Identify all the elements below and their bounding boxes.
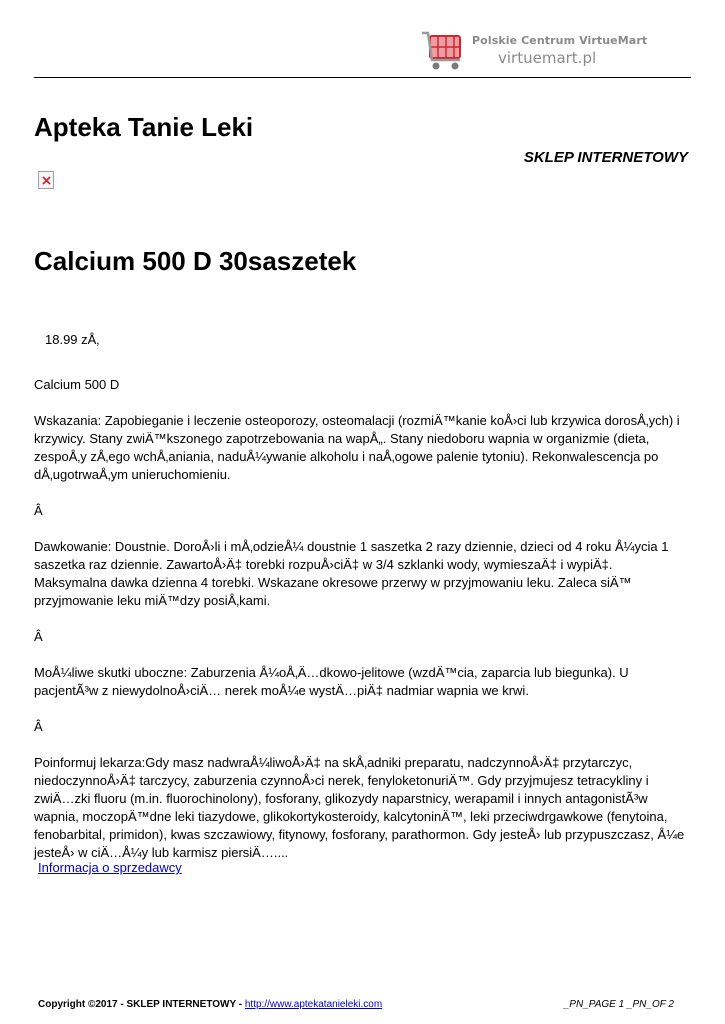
logo-domain: virtuemart.pl: [498, 49, 597, 67]
shopping-cart-icon: [420, 30, 466, 72]
site-title: Apteka Tanie Leki: [34, 112, 254, 142]
description-paragraph: Poinformuj lekarza:Gdy masz nadwraÅ¼liwoÅ›Ä‡ na skÅ‚adniki preparatu, nadczynnoÅ›Ä‡ przytarczyc, niedoczynnoÅ›Ä‡ tarczycy, zaburzenia czynnoÅ›ci nerek, fenyloketonuriÄ™. Gdy przyjmujesz tetracykliny i zwiÄ…zki fluoru (m.in. fluorochinolony), fosforany, glikozydy naparstnicy, werapamil i innych antagonistÃ³w wapnia, moczopÄ™dne leki tiazydowe, glikokortykosteroidy, kalcytoninÄ™, leki przeciwdrgawkowe (fenytoina, fenobarbital, primidon), kwas szczawiowy, fitynowy, fosforany, parathormon. Gdy jesteÅ› lub przypuszczasz, Å¼e jesteÅ› w ciÄ…Å¼y lub karmisz piersiÄ…....: [34, 755, 685, 860]
virtuemart-logo: [420, 28, 648, 74]
description-paragraph: Â: [34, 719, 43, 734]
product-description: [34, 376, 686, 880]
broken-image-icon: [38, 171, 54, 189]
footer-page-info: _PN_PAGE 1 _PN_OF 2: [563, 999, 674, 1010]
footer-copyright-line: [38, 999, 382, 1010]
header-divider: [34, 77, 691, 78]
description-paragraph: Wskazania: Zapobieganie i leczenie osteoporozy, osteomalacji (rozmiÄ™kanie koÅ›ci lub krzywica dorosÅ‚ych) i krzywicy. Stany zwiÄ™kszonego zapotrzebowania na wapÅ„. Stany niedoboru wapnia w organizmie (dieta, zespoÅ‚y zÅ‚ego wchÅ‚aniania, naduÅ¼ywanie alkoholu i naÅ‚ogowe palenie tytoniu). Rekonwalescencja po dÅ‚ugotrwaÅ‚ym unieruchomieniu.: [34, 413, 680, 482]
description-paragraph: MoÅ¼liwe skutki uboczne: Zaburzenia Å¼oÅ‚Ä…dkowo-jelitowe (wzdÄ™cia, zaparcia lub biegunka). U pacjentÃ³w z niewydolnoÅ›ciÄ… nerek moÅ¼e wystÄ…piÄ‡ nadmiar wapnia we krwi.: [34, 665, 629, 698]
site-tagline: SKLEP INTERNETOWY: [523, 149, 688, 166]
description-paragraph: Dawkowanie: Doustnie. DoroÅ›li i mÅ‚odzieÅ¼ doustnie 1 saszetka 2 razy dziennie, dzieci od 4 roku Å¼ycia 1 saszetka raz dziennie. ZawartoÅ›Ä‡ torebki rozpuÅ›ciÄ‡ w 3/4 szklanki wody, wymieszaÄ‡ i wypiÄ‡. Maksymalna dawka dzienna 4 torebki. Wskazane okresowe przerwy w przyjmowaniu leku. Zaleca siÄ™ przyjmowanie leku miÄ™dzy posiÅ‚kami.: [34, 539, 669, 608]
description-paragraph: Â: [34, 503, 43, 518]
seller-info-link[interactable]: Informacja o sprzedawcy: [38, 860, 182, 875]
product-title: Calcium 500 D 30saszetek: [34, 246, 357, 276]
description-paragraph: Â: [34, 629, 43, 644]
footer-copyright: Copyright ©2017 - SKLEP INTERNETOWY -: [38, 999, 243, 1010]
logo-title: Polskie Centrum VirtueMart: [472, 34, 648, 47]
description-paragraph: Calcium 500 D: [34, 377, 120, 392]
footer-url-link[interactable]: http://www.aptekatanieleki.com: [244, 999, 383, 1010]
product-price: 18.99 zÅ‚: [45, 332, 100, 347]
